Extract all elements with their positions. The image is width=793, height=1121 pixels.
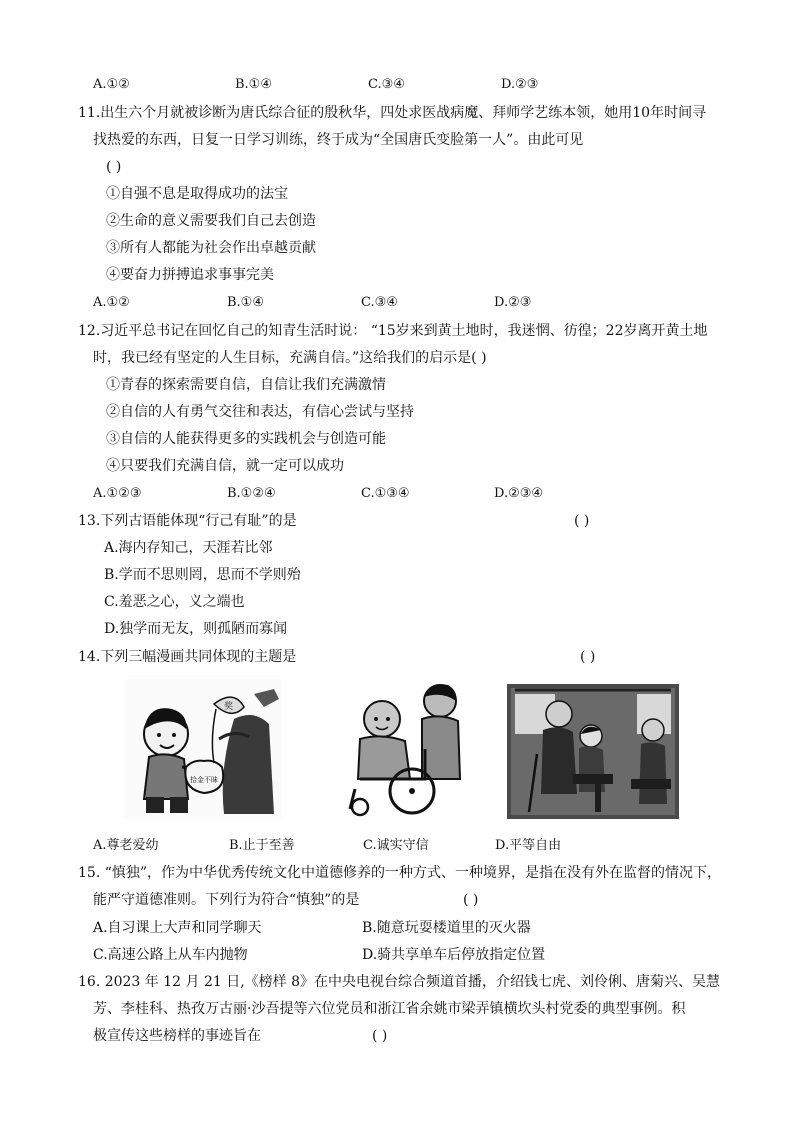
- q11-stem-line2: 找热爱的东西，日复一日学习训练，终于成为“全国唐氏变脸第一人”。由此可见: [93, 132, 584, 148]
- cartoon-2-pushing-wheelchair: [330, 679, 480, 819]
- q13-option-b: B.学而不思则罔，思而不学则殆: [104, 567, 301, 583]
- q16-answer-blank: ( ): [372, 1028, 388, 1044]
- q11-item-1: ①自强不息是取得成功的法宝: [106, 186, 288, 202]
- q10-options: [93, 75, 653, 95]
- q14-option-b: B.止于至善: [229, 838, 295, 853]
- q11-option-a: A.①②: [93, 295, 130, 310]
- q14-option-c: C.诚实守信: [363, 838, 429, 853]
- q15-option-c: C.高速公路上从车内抛物: [93, 947, 248, 963]
- q11-answer-blank: ( ): [106, 159, 122, 175]
- q11-item-3: ③所有人都能为社会作出卓越贡献: [106, 240, 316, 256]
- q10-option-a: A.①②: [93, 77, 130, 92]
- q14-option-a: A.尊老爱幼: [93, 838, 159, 853]
- cartoon-3-offering-seat-on-bus: [507, 684, 679, 819]
- q12-item-2: ②自信的人有勇气交往和表达，有信心尝试与坚持: [106, 404, 414, 420]
- q12-item-1: ①青春的探索需要自信，自信让我们充满激情: [106, 377, 386, 393]
- q16-stem-line1: 16. 2023 年 12 月 21 日,《榜样 8》在中央电视台综合频道首播，介绍钱七虎、刘伶俐、唐菊兴、吴慧: [78, 974, 721, 990]
- q12-stem-line2: 时，我已经有坚定的人生目标，充满自信。”这给我们的启示是( ): [93, 350, 487, 366]
- q12-stem-line1: 12.习近平总书记在回忆自己的知青生活时说： “15岁来到黄土地时，我迷惘、彷徨；22岁离开黄土地: [78, 323, 708, 339]
- q12-options: [93, 484, 653, 504]
- q10-option-d: D.②③: [501, 77, 539, 92]
- q15-option-b: B.随意玩耍楼道里的灭火器: [362, 920, 531, 936]
- q15-stem-line1: 15. “慎独”，作为中华优秀传统文化中道德修养的一种方式、一种境界，是指在没有外在监督的情况下，: [78, 865, 722, 881]
- q15-stem-line2: 能严守道德准则。下列行为符合“慎独”的是: [93, 892, 360, 908]
- q15-option-a: A.自习课上大声和同学聊天: [93, 920, 262, 936]
- q11-option-d: D.②③: [494, 295, 532, 310]
- q12-option-a: A.①②③: [93, 486, 142, 501]
- q11-options: [93, 293, 653, 313]
- q11-option-b: B.①④: [227, 295, 264, 310]
- q11-item-2: ②生命的意义需要我们自己去创造: [106, 213, 316, 229]
- q16-stem-line2: 芳、李桂科、热孜万古丽·沙吾提等六位党员和浙江省余姚市梁弄镇横坎头村党委的典型事例。积: [93, 1001, 686, 1017]
- q14-answer-blank: ( ): [580, 649, 596, 665]
- q14-option-d: D.平等自由: [495, 838, 562, 853]
- q13-option-c: C.羞恶之心，义之端也: [104, 594, 245, 610]
- q11-option-c: C.③④: [361, 295, 398, 310]
- q10-option-c: C.③④: [368, 77, 405, 92]
- q15-option-d: D.骑共享单车后停放指定位置: [362, 947, 546, 963]
- q15-answer-blank: ( ): [463, 892, 479, 908]
- q11-stem-line1: 11.出生六个月就被诊断为唐氏综合征的殷秋华，四处求医战病魔、拜师学艺练本领，她用10年时间寻: [78, 105, 707, 121]
- q13-option-a: A.海内存知己，天涯若比邻: [104, 540, 273, 556]
- q14-options: [93, 836, 653, 856]
- cartoon-1-returning-lost-money: [124, 679, 282, 819]
- q16-stem-line3: 极宣传这些榜样的事迹旨在: [93, 1028, 261, 1044]
- q10-option-b: B.①④: [235, 77, 272, 92]
- q13-option-d: D.独学而无友，则孤陋而寡闻: [104, 621, 288, 637]
- q13-stem: 13.下列古语能体现“行己有耻”的是: [78, 513, 297, 529]
- q14-stem: 14.下列三幅漫画共同体现的主题是: [78, 649, 297, 665]
- q12-item-3: ③自信的人能获得更多的实践机会与创造可能: [106, 431, 386, 447]
- q12-item-4: ④只要我们充满自信，就一定可以成功: [106, 458, 344, 474]
- q12-option-d: D.②③④: [494, 486, 544, 501]
- q12-option-c: C.①③④: [361, 486, 410, 501]
- reward-tag-label: 奖: [224, 702, 234, 712]
- q11-item-4: ④要奋力拼搏追求事事完美: [106, 267, 274, 283]
- q12-option-b: B.①②④: [227, 486, 276, 501]
- money-bag-label: 拾金不昧: [190, 776, 218, 784]
- q13-answer-blank: ( ): [574, 513, 590, 529]
